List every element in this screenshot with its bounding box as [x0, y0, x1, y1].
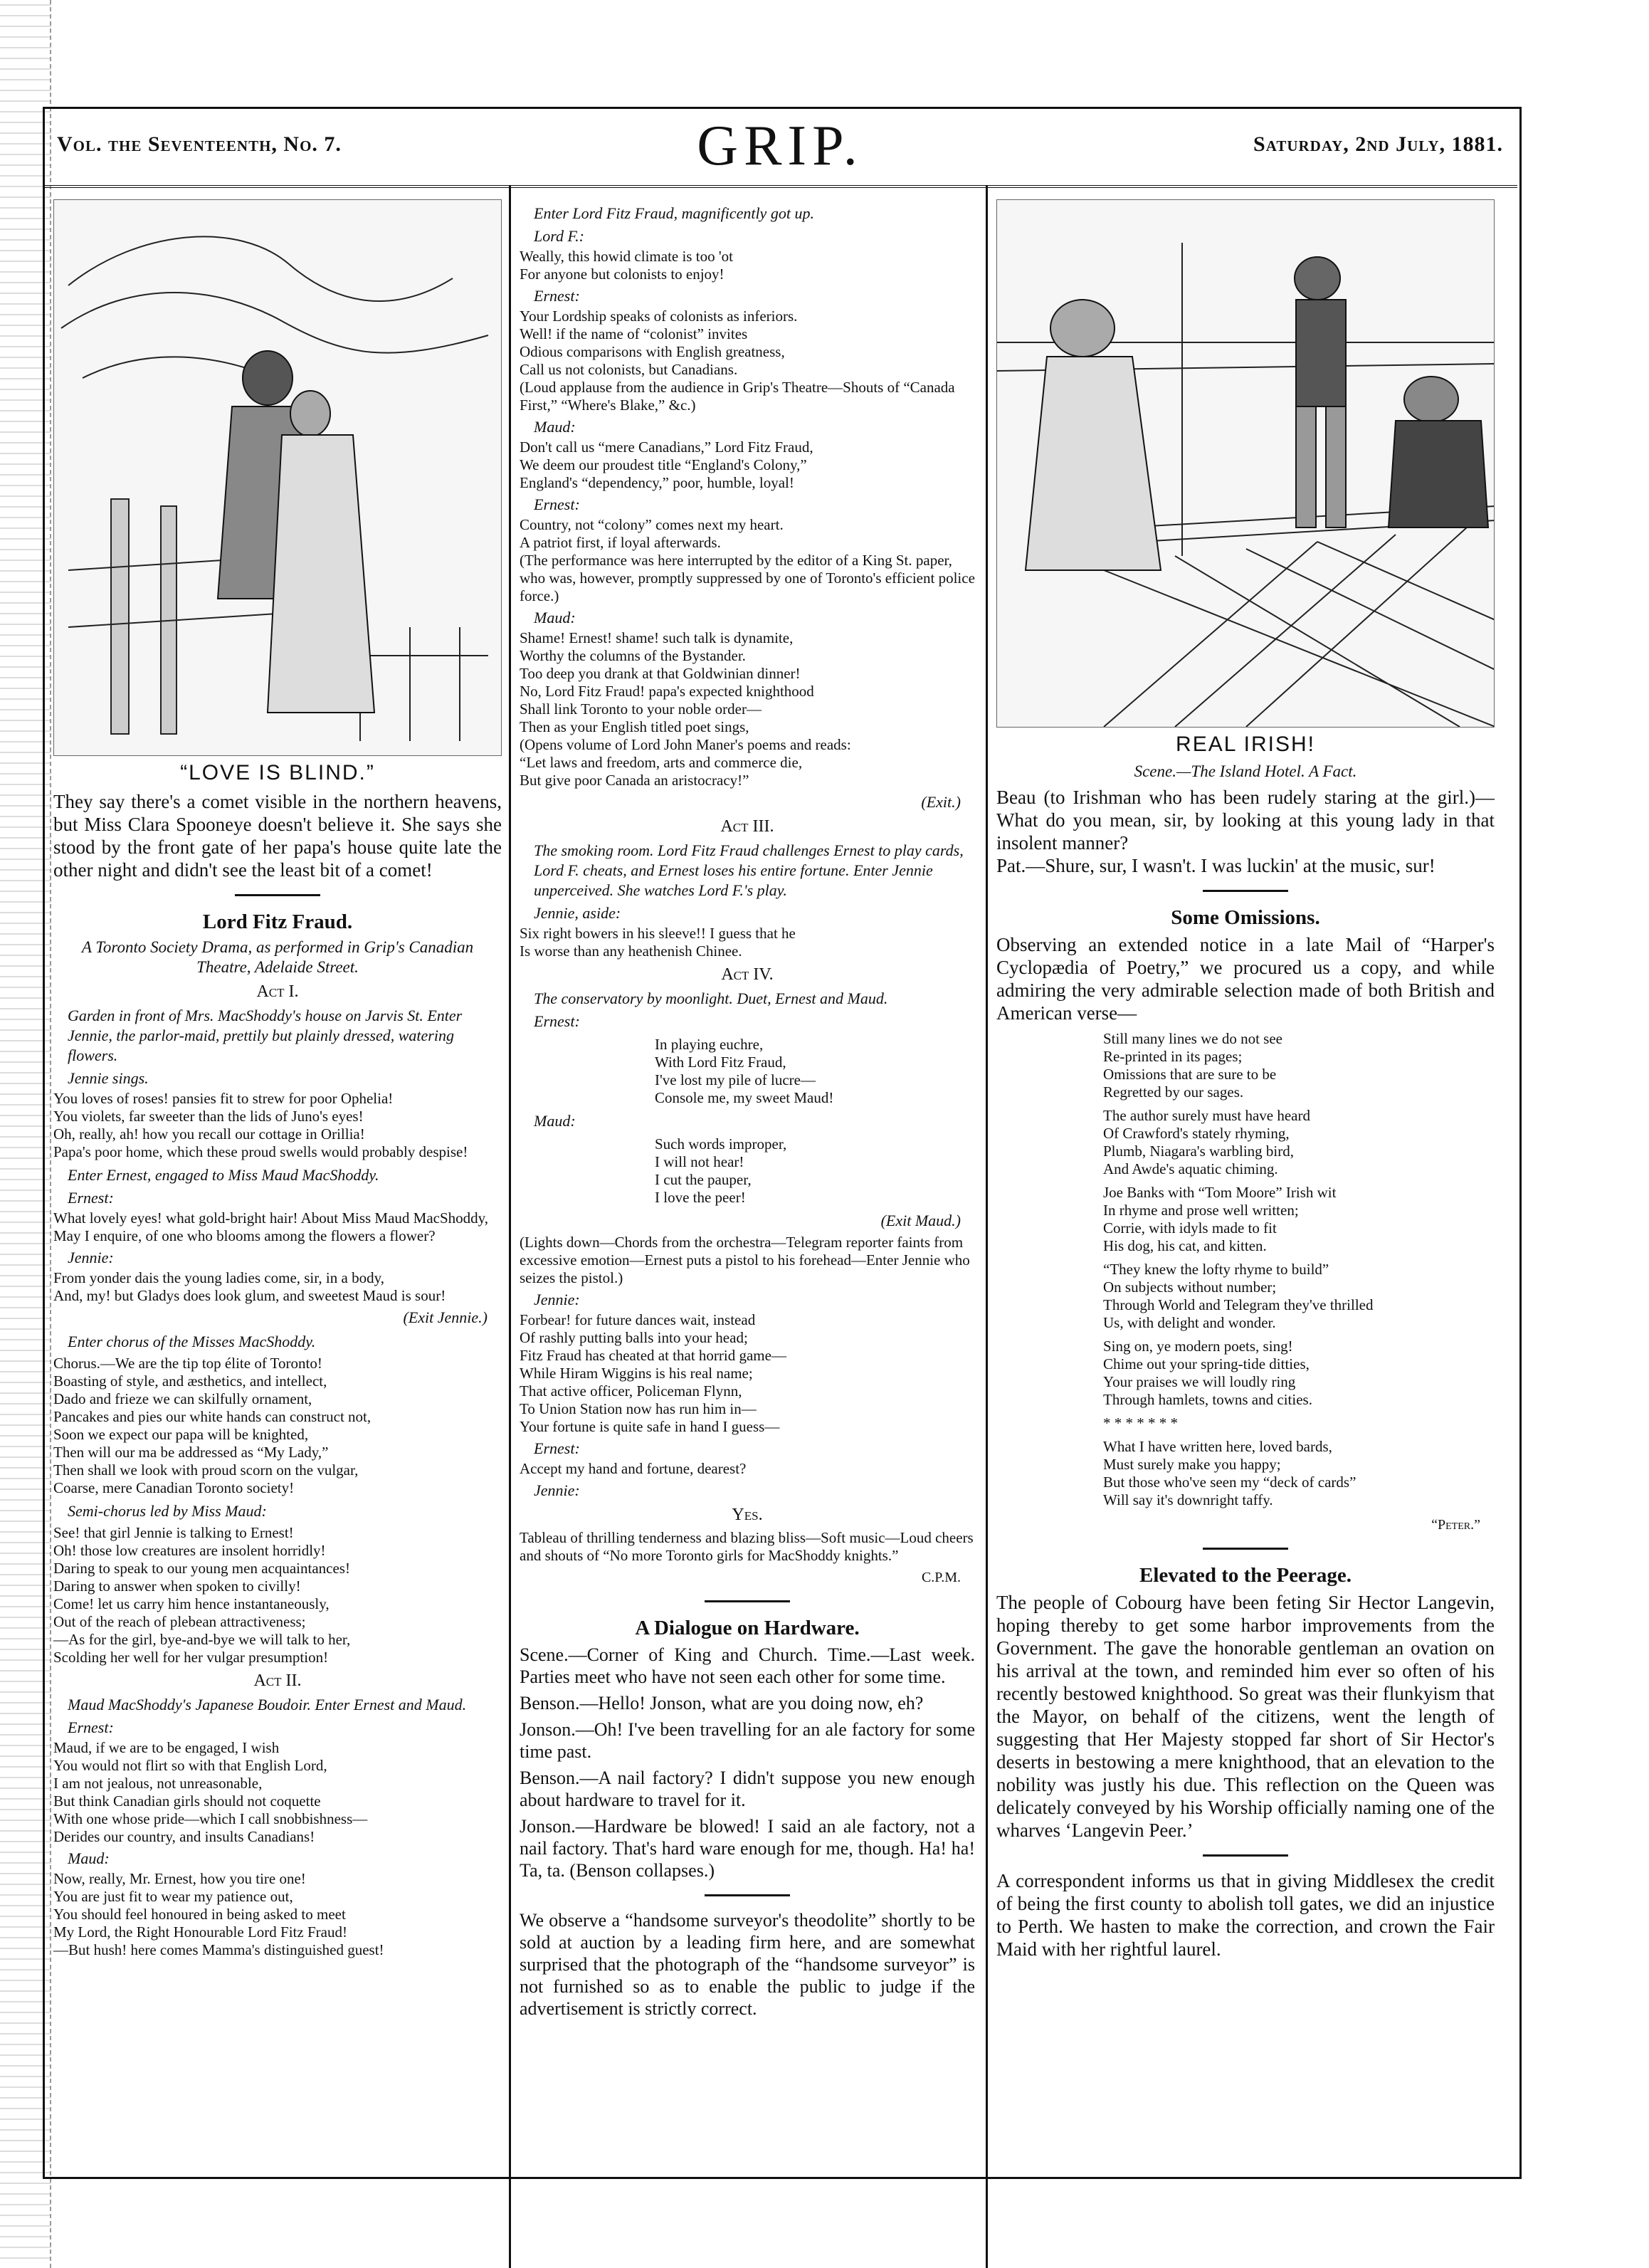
- stage-direction: Garden in front of Mrs. MacShoddy's house on Jarvis St. Enter Jennie, the parlor-maid, prettily but plainly dressed, watering flowers.: [68, 1007, 463, 1064]
- verse-block: (Lights down—Chords from the orchestra—Telegram reporter faints from excessive emotion—Ernest puts a pistol to his forehead—Enter Jennie who seizes the pistol.): [520, 1234, 970, 1286]
- dialogue-line: Jonson.—Oh! I've been travelling for an ale factory for some time past.: [520, 1719, 975, 1762]
- verse-block: What lovely eyes! what gold-bright hair! About Miss Maud MacShoddy, May I enquire, of one who blooms among the flowers a flower?: [53, 1209, 489, 1244]
- verse-block: You loves of roses! pansies fit to strew for poor Ophelia! You violets, far sweeter than the lids of Juno's eyes! Oh, really, ah! how you recall our cottage in Orillia! Papa's poor home, which these proud swells would probably despise!: [53, 1090, 468, 1160]
- stage-direction: Semi-chorus led by Miss Maud:: [68, 1502, 267, 1520]
- verse-block: Such words improper, I will not hear! I cut the pauper, I love the peer!: [655, 1135, 787, 1206]
- poem-stanza: Sing on, ye modern poets, sing! Chime out your spring-tide ditties, Your praises we will loudly ring Through hamlets, towns and cities.: [1103, 1338, 1312, 1408]
- verse-block: From yonder dais the young ladies come, sir, in a body, And, my! but Gladys does look glum, and sweetest Maud is sour!: [53, 1269, 446, 1304]
- column-3: [996, 199, 1495, 1960]
- article-subtitle: A Toronto Society Drama, as performed in Grip's Canadian Theatre, Adelaide Street.: [81, 938, 474, 976]
- speaker-label: Maud:: [534, 418, 576, 436]
- exit-direction: (Exit Jennie.): [403, 1308, 488, 1326]
- illustration-caption: REAL IRISH!: [1176, 733, 1315, 756]
- dialogue-paragraph: Pat.—Shure, sur, I wasn't. I was luckin' at the music, sur!: [996, 855, 1435, 876]
- speaker-label: Jennie, aside:: [534, 904, 621, 922]
- divider: [705, 1600, 790, 1602]
- divider: [705, 1894, 790, 1896]
- real-irish-illustration: [996, 199, 1495, 728]
- speaker-label: Jennie:: [534, 1291, 580, 1308]
- illustration-caption: “LOVE IS BLIND.”: [180, 761, 375, 784]
- speaker-label: Ernest:: [534, 1439, 580, 1457]
- act-heading: Act IV.: [721, 965, 774, 984]
- act-heading: Act II.: [253, 1671, 302, 1690]
- peerage-paragraph: The people of Cobourg have been feting Sir Hector Langevin, hoping thereby to get some harbor improvements from the Government. The gave the honorable gentleman an ovation on his arrival at the town, and reminded him ever so often of his recently bestowed knighthood. So great was their flunkyism that the Mayor, on behalf of the citizens, went the length of suggesting that Her Majesty stopped far short of Sir Hector's deserts in bestowing a mere knighthood, that an elevation to the nobility was justly his due. This reflection on the Queen was delicately conveyed by his Worship officially naming one of the wharves ‘Langevin Peer.’: [996, 1592, 1495, 1841]
- illustration-drawing: [54, 200, 502, 755]
- stage-direction: The conservatory by moonlight. Duet, Ernest and Maud.: [534, 989, 888, 1007]
- poem-stanza: What I have written here, loved bards, Must surely make you happy; But those who've seen my “deck of cards” Will say it's downright taffy.: [1103, 1438, 1356, 1508]
- divider: [235, 894, 320, 896]
- verse-block: Shame! Ernest! shame! such talk is dynamite, Worthy the columns of the Bystander. Too deep you drank at that Goldwinian dinner! No, Lord Fitz Fraud! papa's expected knighthood Shall link Toronto to your noble order— Then as your English titled poet sings, (Opens volume of Lord John Maner's poems and reads: “Let laws and freedom, arts and commerce die, But give poor Canada an aristocracy!”: [520, 629, 851, 789]
- speaker-label: Ernest:: [68, 1189, 114, 1207]
- comet-paragraph: They say there's a comet visible in the northern heavens, but Miss Clara Spooneye doesn't believe it. She says she stood by the front gate of her papa's house quite late the other night and didn't see the least bit of a comet!: [53, 791, 502, 881]
- stage-direction: Enter chorus of the Misses MacShoddy.: [68, 1333, 316, 1350]
- illustration-drawing: [997, 200, 1495, 727]
- stars-divider: * * * * * * *: [1103, 1414, 1178, 1432]
- poem-stanza: Joe Banks with “Tom Moore” Irish wit In rhyme and prose well written; Corrie, with idyls made to fit His dog, his cat, and kitten.: [1103, 1184, 1337, 1254]
- stage-direction: Maud MacShoddy's Japanese Boudoir. Enter Ernest and Maud.: [68, 1696, 467, 1713]
- act-heading: Act I.: [256, 982, 299, 1001]
- speaker-label: Ernest:: [534, 495, 580, 513]
- column-2: [520, 199, 975, 2024]
- issue-date: Saturday, 2nd July, 1881.: [1253, 132, 1503, 156]
- dialogue-scene: Scene.—Corner of King and Church. Time.—Last week. Parties meet who have not seen each other for some time.: [520, 1644, 975, 1687]
- act-heading: Act III.: [720, 817, 774, 836]
- stage-direction: Enter Ernest, engaged to Miss Maud MacShoddy.: [68, 1166, 379, 1184]
- column-1: [53, 199, 502, 1962]
- article-title: Elevated to the Peerage.: [1139, 1564, 1352, 1587]
- speaker-label: Ernest:: [534, 287, 580, 305]
- verse-block: Forbear! for future dances wait, instead Of rashly putting balls into your head; Fitz Fraud has cheated at that horrid game— While Hiram Wiggins is his real name; That active officer, Policeman Flynn, To Union Station now has run him in— Your fortune is quite safe in hand I guess—: [520, 1311, 786, 1435]
- verse-block: Tableau of thrilling tenderness and blazing bliss—Soft music—Loud cheers and shouts of “No more Toronto girls for MacShoddy knights.”: [520, 1529, 974, 1564]
- speaker-label: Jennie:: [68, 1249, 114, 1266]
- exit-direction: (Exit.): [921, 793, 961, 811]
- masthead: [43, 107, 1517, 188]
- verse-block: Maud, if we are to be engaged, I wish You would not flirt so with that English Lord, I am not jealous, not unreasonable, But think Canadian girls should not coquette With one whose pride—which I call snobbishness— Derides our country, and insults Canadians!: [53, 1739, 368, 1845]
- verse-block: Chorus.—We are the tip top élite of Toronto! Boasting of style, and æsthetics, and intellect, Dado and frieze we can skilfully ornament, Pancakes and pies our white hands can construct not, Soon we expect our papa will be knighted, Then will our ma be addressed as “My Lady,” Then shall we look with proud scorn on the vulgar, Coarse, mere Canadian Toronto society!: [53, 1355, 372, 1496]
- stage-direction: The smoking room. Lord Fitz Fraud challenges Ernest to play cards, Lord F. cheats, and Ernest loses his entire fortune. Enter Jennie unperceived. She watches Lord F.'s play.: [534, 841, 964, 899]
- paper-title: GRIP.: [697, 115, 863, 177]
- verse-block: Now, really, Mr. Ernest, how you tire one! You are just fit to wear my patience out, You should feel honoured in being asked to meet My Lord, the Right Honourable Lord Fitz Fraud! —But hush! here comes Mamma's distinguished guest!: [53, 1870, 384, 1958]
- volume-line: Vol. the Seventeenth, No. 7.: [57, 132, 342, 156]
- speaker-label: Lord F.:: [534, 227, 584, 245]
- column-rule: [986, 185, 988, 2268]
- speaker-label: Ernest:: [68, 1718, 114, 1736]
- surveyor-paragraph: We observe a “handsome surveyor's theodolite” shortly to be sold at auction by a leading firm here, and are somewhat surprised that the photograph of the “handsome surveyor” is not furnished so as to enable the public to judge if the advertisement is strictly correct.: [520, 1910, 975, 2019]
- dialogue-line: Benson.—Hello! Jonson, what are you doing now, eh?: [520, 1693, 924, 1713]
- love-is-blind-illustration: [53, 199, 502, 756]
- scene-line: Scene.—The Island Hotel. A Fact.: [1134, 762, 1357, 780]
- column-rule: [509, 185, 511, 2268]
- divider: [1203, 1854, 1288, 1857]
- dialogue-line: Benson.—A nail factory? I didn't suppose you new enough about hardware to travel for it.: [520, 1768, 975, 1810]
- verse-block: In playing euchre, With Lord Fitz Fraud, I've lost my pile of lucre— Console me, my sweet Maud!: [655, 1036, 834, 1106]
- divider: [1203, 1548, 1288, 1550]
- dialogue-paragraph: Beau (to Irishman who has been rudely staring at the girl.)—What do you mean, sir, by looking at this young lady in that insolent manner?: [996, 787, 1495, 854]
- article-title: Lord Fitz Fraud.: [202, 910, 353, 933]
- stage-direction: Enter Lord Fitz Fraud, magnificently got up.: [534, 204, 814, 222]
- omissions-intro: Observing an extended notice in a late Mail of “Harper's Cyclopædia of Poetry,” we procured us a copy, and while admiring the very admirable selection made of both British and American verse—: [996, 934, 1495, 1024]
- speaker-label: Maud:: [534, 1112, 576, 1130]
- dialogue-line: Jonson.—Hardware be blowed! I said an ale factory, not a nail factory. That's hard ware enough for me, though. Ha! ha! Ta, ta. (Benson collapses.): [520, 1816, 975, 1881]
- speaker-label: Maud:: [534, 609, 576, 626]
- verse-block: Don't call us “mere Canadians,” Lord Fitz Fraud, We deem our proudest title “England's Colony,” England's “dependency,” poor, humble, loyal!: [520, 439, 813, 491]
- middlesex-paragraph: A correspondent informs us that in giving Middlesex the credit of being the first county to abolish toll gates, we did an injustice to Perth. We hasten to make the correction, and crown the Fair Maid with her rightful laurel.: [996, 1870, 1495, 1960]
- divider: [1203, 890, 1288, 892]
- verse-block: Accept my hand and fortune, dearest?: [520, 1460, 747, 1477]
- verse-block: Six right bowers in his sleeve!! I guess that he Is worse than any heathenish Chinee.: [520, 925, 796, 960]
- speaker-label: Jennie:: [534, 1481, 580, 1499]
- article-title: A Dialogue on Hardware.: [635, 1617, 860, 1639]
- speaker-label: Jennie sings.: [68, 1069, 149, 1087]
- exit-direction: (Exit Maud.): [880, 1212, 961, 1229]
- verse-block: Weally, this howid climate is too 'ot For anyone but colonists to enjoy!: [520, 248, 733, 283]
- yes-line: Yes.: [732, 1506, 763, 1524]
- article-title: Some Omissions.: [1171, 906, 1320, 929]
- poem-stanza: Still many lines we do not see Re-printed in its pages; Omissions that are sure to be Regretted by our sages.: [1103, 1030, 1282, 1101]
- poem-stanza: “They knew the lofty rhyme to build” On subjects without number; Through World and Telegram they've thrilled Us, with delight and wonder.: [1103, 1261, 1374, 1331]
- verse-block: See! that girl Jennie is talking to Ernest! Oh! those low creatures are insolent horridly! Daring to speak to our young men acquaintances! Daring to answer when spoken to civilly! Come! let us carry him hence instantaneously, Out of the reach of plebean attractiveness; —As for the girl, bye-and-bye we will talk to her, Scolding her well for her vulgar presumption!: [53, 1524, 351, 1666]
- signature: “Peter.”: [1431, 1517, 1480, 1533]
- verse-block: Your Lordship speaks of colonists as inferiors. Well! if the name of “colonist” invites Odious comparisons with English greatness, Call us not colonists, but Canadians. (Loud applause from the audience in Grip's Theatre—Shouts of “Canada First,” “Where's Blake,” &c.): [520, 308, 955, 414]
- verse-block: Country, not “colony” comes next my heart. A patriot first, if loyal afterwards. (The performance was here interrupted by the editor of a King St. paper, who was, however, promptly suppressed by one of Toronto's efficient police force.): [520, 516, 975, 604]
- signature: C.P.M.: [921, 1570, 961, 1585]
- speaker-label: Ernest:: [534, 1012, 580, 1030]
- poem-stanza: The author surely must have heard Of Crawford's stately rhyming, Plumb, Niagara's warbling bird, And Awde's aquatic chiming.: [1103, 1107, 1310, 1177]
- speaker-label: Maud:: [68, 1849, 110, 1867]
